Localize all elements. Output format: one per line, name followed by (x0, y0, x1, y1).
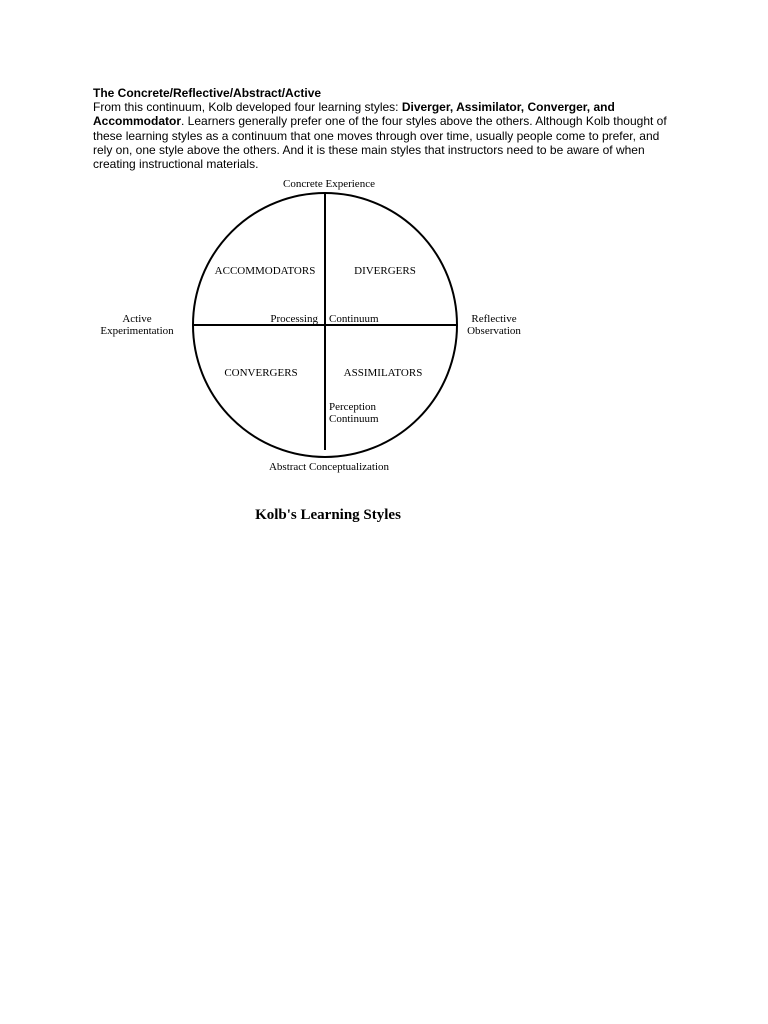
label-abstract-conceptualization: Abstract Conceptualization (268, 461, 390, 473)
diagram-caption: Kolb's Learning Styles (255, 507, 401, 523)
paragraph-part-1: From this continuum, Kolb developed four learning styles: (93, 100, 402, 115)
section-heading: The Concrete/Reflective/Abstract/Active (93, 86, 322, 100)
label-concrete-experience: Concrete Experience (283, 178, 375, 190)
label-active: Active (122, 313, 152, 325)
quadrant-divergers: DIVERGERS (354, 265, 416, 277)
quadrant-assimilators: ASSIMILATORS (343, 367, 423, 379)
label-perception: Perception (329, 401, 377, 413)
label-perception-continuum: Continuum (329, 413, 379, 425)
label-experimentation: Experimentation (100, 325, 174, 337)
paragraph-part-2: . Learners generally prefer one of the four styles above the others. Although Kolb thought of these learning styles as a continuum that one moves through over time, usually people come to prefer, and rely on, one style above the others. And it is these main styles that instructors need to be aware of when creating instructional materials. (93, 114, 667, 172)
label-reflective: Reflective (471, 313, 517, 325)
label-processing-continuum: Continuum (329, 313, 379, 325)
label-processing: Processing (270, 313, 318, 325)
paragraph-bold-styles: Diverger, Assimilator, Converger, and Accommodator (93, 100, 615, 129)
label-observation: Observation (467, 325, 521, 337)
quadrant-accommodators: ACCOMMODATORS (214, 265, 316, 277)
quadrant-convergers: CONVERGERS (224, 367, 298, 379)
